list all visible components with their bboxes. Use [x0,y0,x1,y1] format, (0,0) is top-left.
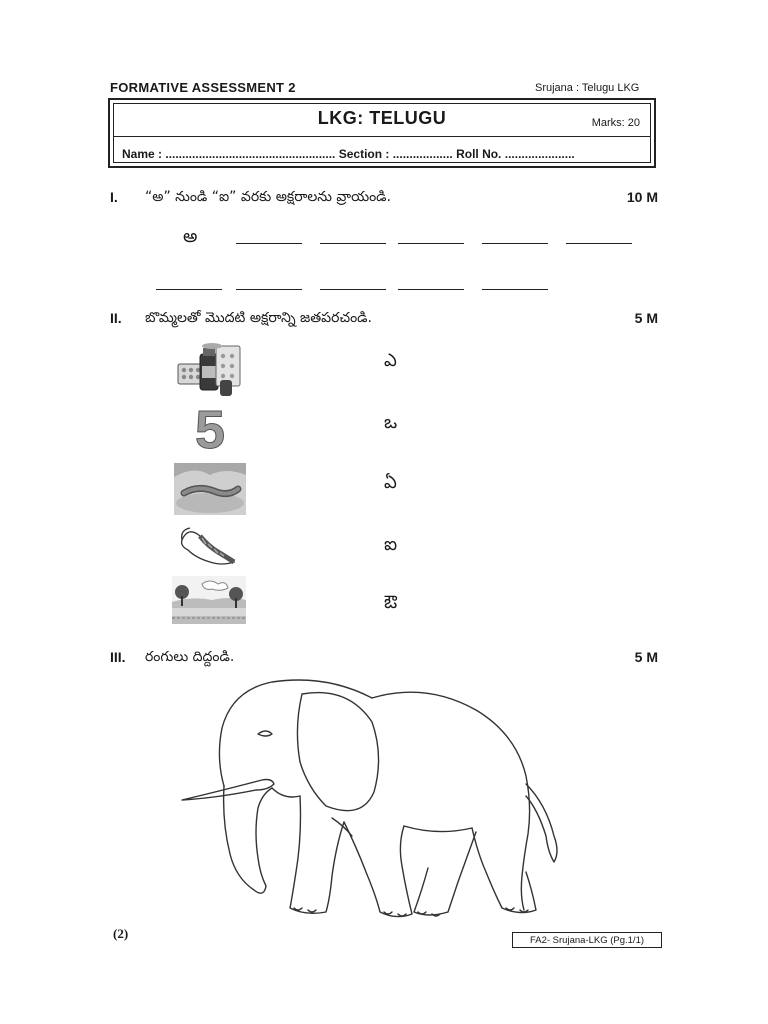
document-code: FA2- Srujana-LKG (Pg.1/1) [512,932,662,948]
answer-blank[interactable] [236,243,302,244]
answer-blank[interactable] [566,243,632,244]
q1-number: I. [110,189,118,205]
match-letter: ఏ [384,472,397,493]
q2-number: II. [110,310,122,326]
answer-blank[interactable] [320,289,386,290]
q1-start-letter: అ [183,226,198,247]
assessment-title: FORMATIVE ASSESSMENT 2 [110,80,296,95]
q3-marks: 5 M [634,649,658,665]
q2-text: బొమ్మలతో మొదటి అక్షరాన్ని జతపరచండి. [145,310,372,326]
horn-icon[interactable] [178,522,238,568]
page-number: (2) [113,926,129,941]
q1-text: “అ” నుండి “ఐ” వరకు అక్షరాలను వ్రాయండి. [145,189,391,205]
title-box [108,98,656,168]
student-info-line: Name : ................................................... Section : .................. Roll No. ..................... [122,147,575,161]
publisher-label: Srujana : Telugu LKG [535,82,640,94]
q3-number: III. [110,649,126,665]
landscape-icon[interactable] [172,576,246,624]
number-five-icon[interactable]: 5 [194,400,226,460]
match-letter: ఒ [384,412,398,433]
answer-blank[interactable] [156,289,222,290]
answer-blank[interactable] [398,289,464,290]
total-marks: Marks: 20 [591,117,640,129]
match-letter: ఐ [384,534,398,555]
answer-blank[interactable] [482,289,548,290]
answer-blank[interactable] [320,243,386,244]
match-letter: ఎ [384,350,397,371]
q2-marks: 5 M [634,310,658,326]
answer-blank[interactable] [236,289,302,290]
medicine-icon[interactable] [176,342,242,400]
elephant-outline[interactable] [176,676,568,924]
q1-marks: 10 M [626,189,658,205]
box-divider [114,136,650,137]
answer-blank[interactable] [398,243,464,244]
answer-blank[interactable] [482,243,548,244]
subject-title: LKG: TELUGU [317,108,447,128]
caterpillar-icon[interactable] [174,463,246,515]
match-letter: ఔ [384,592,398,613]
q3-text: రంగులు దిద్దండి. [145,649,235,665]
